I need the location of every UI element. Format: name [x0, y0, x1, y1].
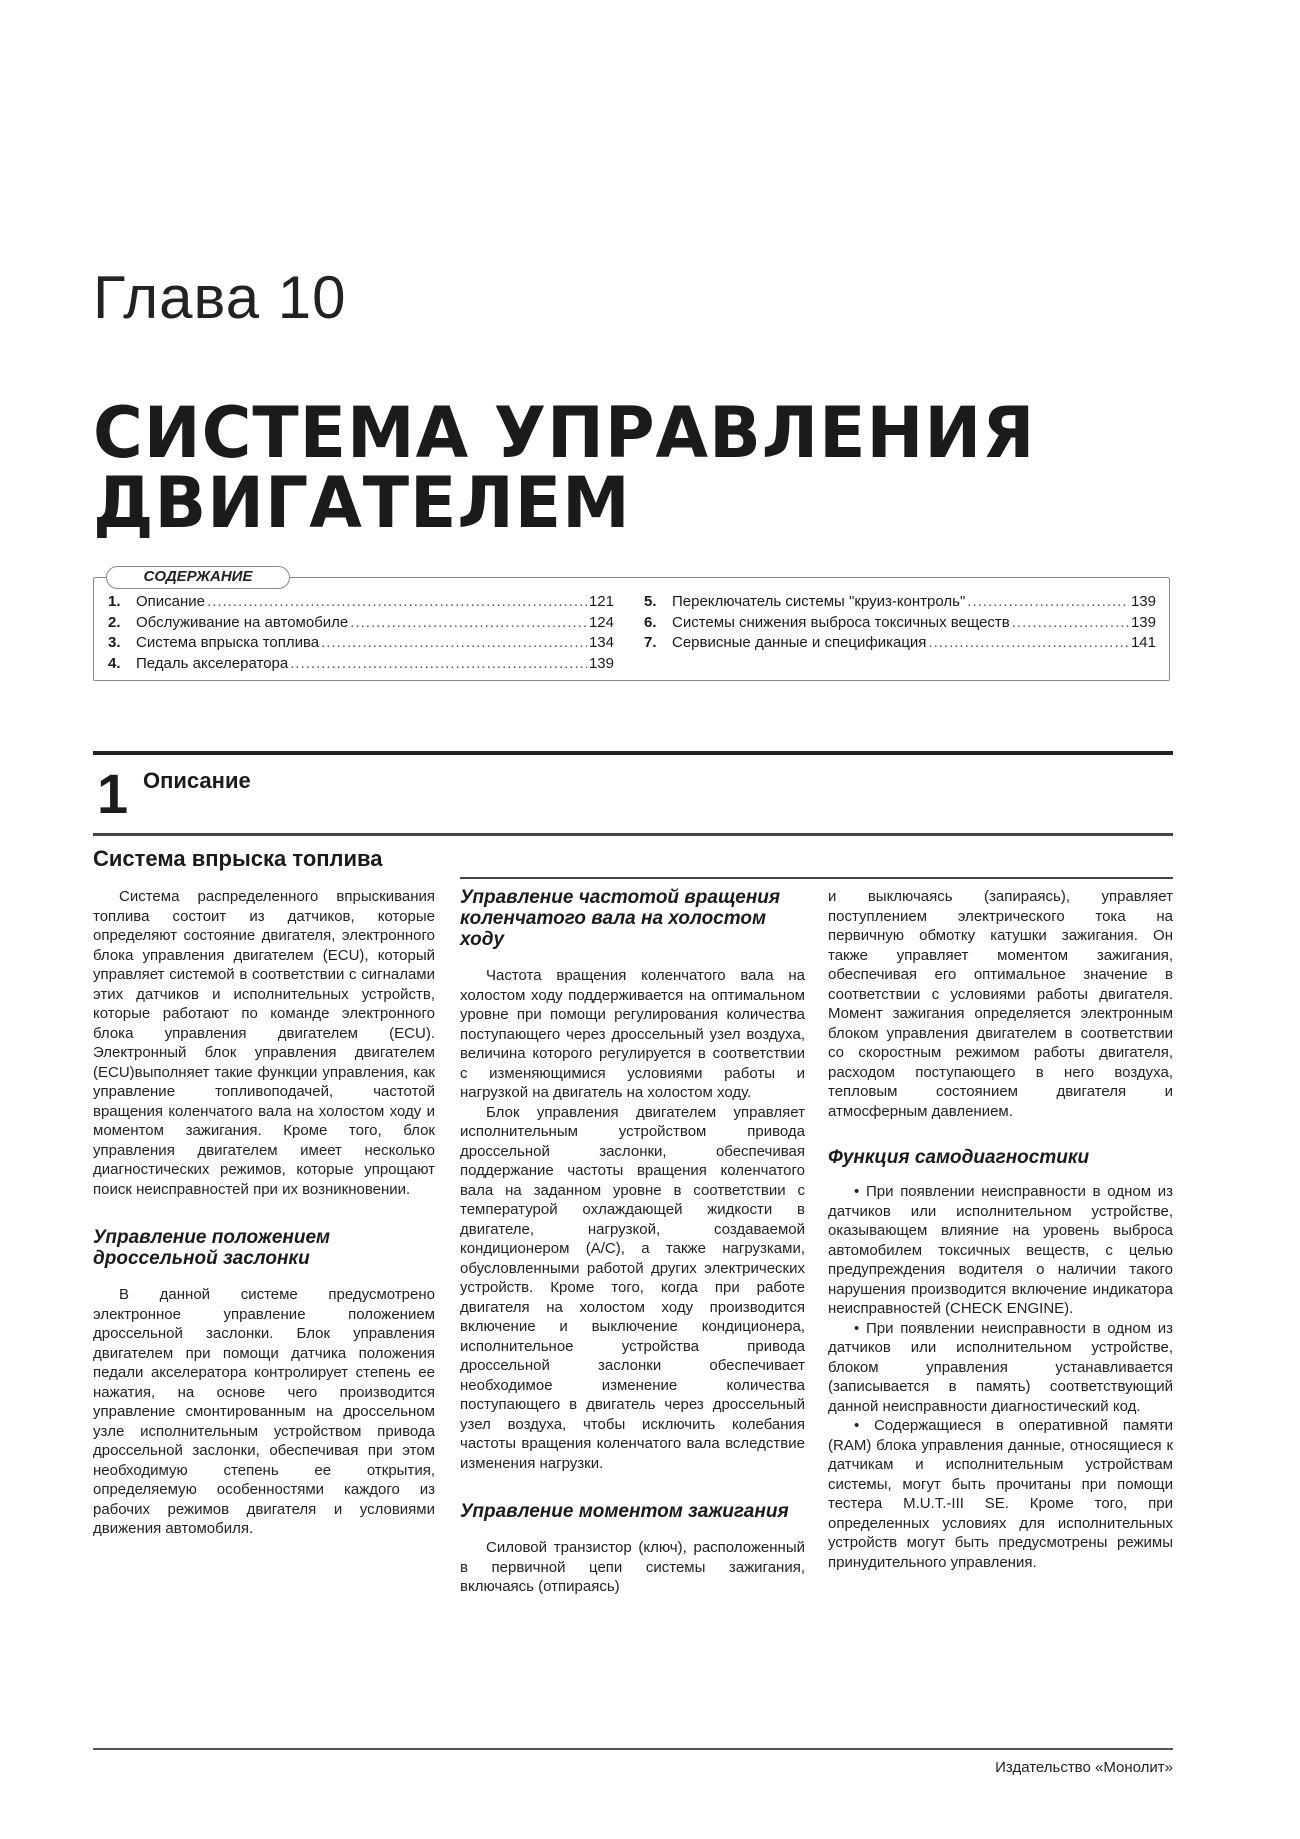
- chapter-title: [93, 392, 1063, 544]
- toc-item-text: Система впрыска топлива: [136, 634, 320, 652]
- toc-item-page: 139: [588, 654, 614, 672]
- bullet-paragraph: • Содержащиеся в оперативной памяти (RAM) блока управления данные, относящиеся к датчикам и исполнительным устройствам системы, могут быть прочитаны при помощи тестера M.U.T.-III SE. Кроме того, при определенных условиях для исполнительных устройств могут быть предусмотрены режимы принудительного управления.: [828, 1417, 1173, 1571]
- toc-item-page: 139: [1130, 593, 1156, 610]
- toc-item[interactable]: [644, 592, 1156, 613]
- heading-self-diagnostics: Функция самодиагностики: [828, 1147, 1090, 1168]
- toc-item-text: Переключатель системы "круиз-контроль": [672, 593, 966, 610]
- chapter-title-line-2: ДВИГАТЕЛЕМ: [93, 462, 631, 544]
- heading-idle-speed-control: Управление частотой вращения коленчатого вала на холостом ходу: [460, 887, 781, 950]
- toc-item-page: 124: [588, 613, 614, 631]
- toc-column-right: [644, 592, 1156, 654]
- toc-item-number: 5.: [644, 593, 657, 610]
- paragraph: Частота вращения коленчатого вала на холостом ходу поддерживается на оптимальном уровне при помощи регулирования количества поступающего через дроссельный узел воздуха, величина которого регулируется в соответствии с изменяющимися условиями работы и нагрузкой на двигатель на холостом ходу.: [460, 967, 805, 1101]
- text-column-3: [828, 887, 1173, 1572]
- toc-column-left: [108, 592, 614, 674]
- toc-label: СОДЕРЖАНИЕ: [106, 566, 290, 589]
- paragraph: В данной системе предусмотрено электронное управление положением дроссельной заслонки. Блок управления двигателем при помощи датчика положения педали акселератора контролирует степень ее нажатия, на основе чего производится управление смонтированным на дроссельном узле исполнительным устройством привода дроссельной заслонки, обеспечивая при этом необходимую степень ее открытия, определяемую особенностями каждого из рабочих режимов двигателя и условиями движения автомобиля.: [93, 1286, 435, 1537]
- toc-item-text: Педаль акселератора: [136, 654, 289, 672]
- bullet-paragraph: • При появлении неисправности в одном из датчиков или исполнительном устройстве, блоком управления устанавливается (записывается в память) соответствующий данной неисправности диагностический код.: [828, 1319, 1173, 1415]
- toc-item[interactable]: [644, 633, 1156, 654]
- toc-leader-dots: [928, 633, 1129, 654]
- toc-item-number: 7.: [644, 634, 657, 652]
- footer-divider: [93, 1748, 1173, 1750]
- toc-leader-dots: [967, 592, 1129, 613]
- toc-item-page: 121: [588, 593, 614, 610]
- toc-leader-dots: [290, 654, 587, 675]
- toc-item-text: Обслуживание на автомобиле: [136, 613, 349, 631]
- toc-item-number: 6.: [644, 613, 657, 631]
- toc-item-text: Системы снижения выброса токсичных веществ: [672, 613, 1010, 631]
- toc-leader-dots: [350, 613, 587, 634]
- toc-item[interactable]: [108, 592, 614, 613]
- toc-item[interactable]: [108, 654, 614, 675]
- heading-throttle-control: Управление положением дроссельной заслонки: [93, 1227, 331, 1269]
- toc-item-text: Сервисные данные и спецификация: [672, 634, 927, 652]
- subsection-title: Система впрыска топлива: [93, 846, 383, 871]
- section-title: Описание: [143, 768, 251, 793]
- toc-item-number: 3.: [108, 634, 121, 652]
- text-column-1: [93, 887, 435, 1539]
- toc-item[interactable]: [108, 613, 614, 634]
- toc-item-number: 2.: [108, 613, 121, 631]
- toc-item[interactable]: [644, 613, 1156, 634]
- toc-leader-dots: [207, 592, 587, 613]
- heading-ignition-timing: Управление моментом зажигания: [460, 1501, 789, 1522]
- toc-item-page: 141: [1130, 634, 1156, 652]
- toc-item-number: 4.: [108, 654, 121, 672]
- toc-item-page: 139: [1130, 613, 1156, 631]
- section-number: 1: [97, 762, 129, 825]
- bullet-paragraph: • При появлении неисправности в одном из датчиков или исполнительном устройстве, оказывающем влияние на уровень выброса автомобилем токсичных веществ, с целью предупреждения водителя о наличии такого нарушения производится включение индикатора неисправностей (CHECK ENGINE).: [828, 1183, 1173, 1317]
- toc-leader-dots: [321, 633, 587, 654]
- paragraph: и выключаясь (запираясь), управляет поступлением электрического тока на первичную обмотку катушки зажигания. Он также управляет моментом зажигания, обеспечивая его оптимальное значение в соответствии с условиями работы двигателя. Момент зажигания определяется электронным блоком управления двигателем в соответствии со скоростным режимом работы двигателя, расходом поступающего в него воздуха, тепловым состоянием двигателя и атмосферным давлением.: [828, 888, 1173, 1120]
- toc-leader-dots: [1012, 613, 1129, 634]
- toc-item-page: 134: [588, 634, 614, 652]
- subsection-divider: [93, 833, 1173, 836]
- chapter-title-line-1: СИСТЕМА УПРАВЛЕНИЯ: [93, 392, 1036, 474]
- text-column-2: [460, 887, 805, 1597]
- paragraph: Система распределенного впрыскивания топлива состоит из датчиков, которые определяют состояние двигателя, электронного блока управления двигателем (ECU), который управляет системой в соответствии с сигналами этих датчиков и исполнительных устройств, которые работают по команде электронного блока управления двигателем (ECU). Электронный блок управления двигателем (ECU)выполняет такие функции управления, как управление топливоподачей, частотой вращения коленчатого вала на холостом ходу и моментом зажигания. Кроме того, блок управления двигателем имеет несколько диагностических режимов, которые упрощают поиск неисправностей при их возникновении.: [93, 888, 435, 1198]
- chapter-label: Глава 10: [93, 264, 347, 331]
- toc-item-text: Описание: [136, 593, 206, 610]
- publisher-footer: Издательство «Монолит»: [995, 1759, 1173, 1776]
- toc-item[interactable]: [108, 633, 614, 654]
- section-divider: [93, 751, 1173, 755]
- table-of-contents: [93, 568, 1170, 681]
- paragraph: Силовой транзистор (ключ), расположенный в первичной цепи системы зажигания, включаясь (отпираясь): [460, 1539, 805, 1595]
- toc-item-number: 1.: [108, 593, 121, 610]
- paragraph: Блок управления двигателем управляет исполнительным устройством привода дроссельной заслонки, обеспечивая поддержание частоты вращения коленчатого вала на заданном уровне в соответствии с температурой охлаждающей жидкости в двигателе, нагрузкой, создаваемой кондиционером (A/C), а также нагрузками, обусловленными работой других электрических устройств. Кроме того, когда при работе двигателя на холостом ходу производится включение и выключение кондиционера, исполнительное устройства привода дроссельной заслонки обеспечивает необходимое изменение количества поступающего в двигатель через дроссельный узел воздуха, чтобы исключить колебания частоты вращения коленчатого вала вследствие изменения нагрузки.: [460, 1103, 805, 1472]
- subsection-underline: [460, 877, 1173, 879]
